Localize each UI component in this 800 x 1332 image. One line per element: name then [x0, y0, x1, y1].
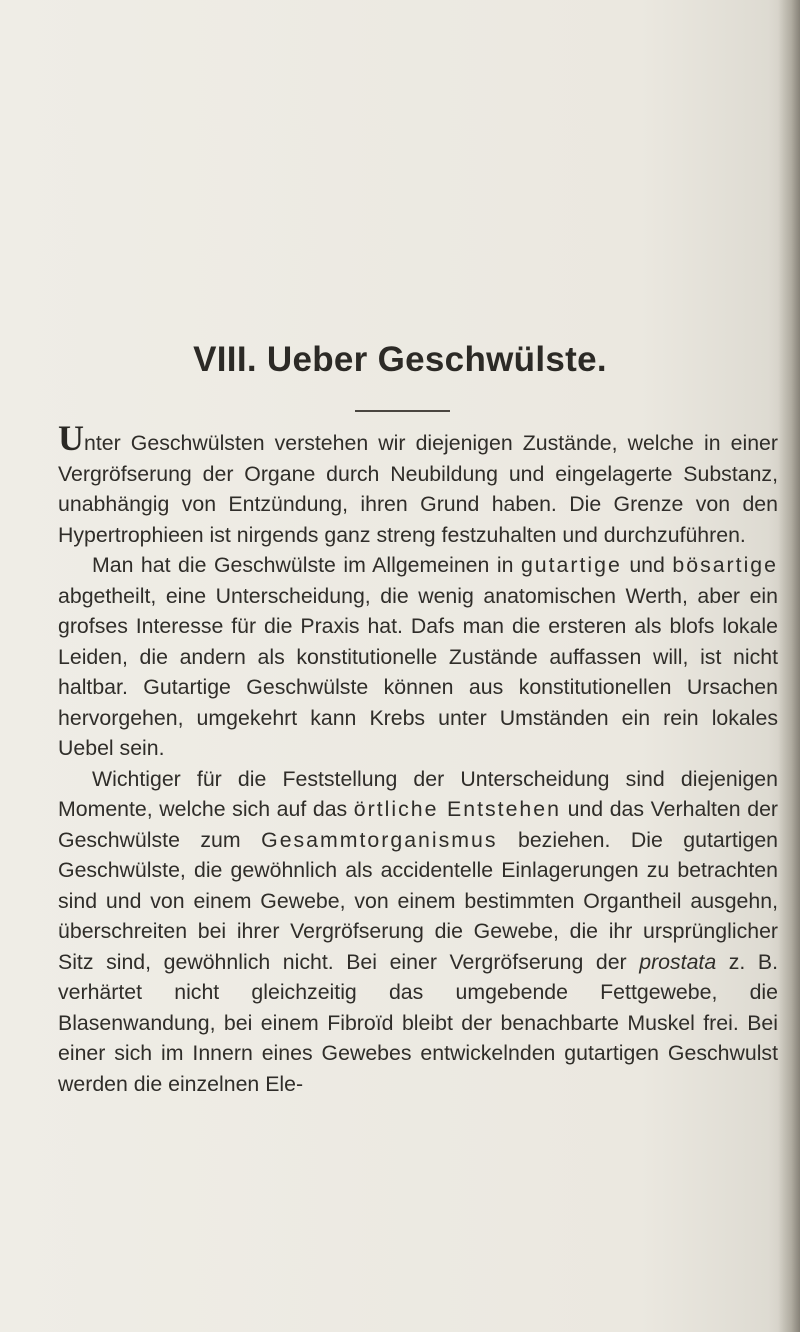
paragraph-3-text-d: z. B. verhärtet nicht gleichzeitig das umgebende Fettgewebe, die Blasenwandung, bei einem Fibroïd bleibt der benachbarte Muskel frei. Bei einer sich im Innern eines Gewebes entwickelnden gutartigen Geschwulst werden die einzelnen Ele- — [58, 949, 778, 1096]
paragraph-2-text-c: abgetheilt, eine Unterscheidung, die wenig anatomischen Werth, aber ein grofses Interesse für die Praxis hat. Dafs man die ersteren als blofs lokale Leiden, die andern als konstitutionelle Zustände auffassen will, ist nicht haltbar. Gutartige Geschwülste können aus konstitutionellen Ursachen hervorgehen, umgekehrt kann Krebs unter Umständen ein rein lokales Uebel sein. — [58, 583, 778, 760]
paragraph-3 — [58, 764, 778, 1100]
page-edge-shadow — [778, 0, 800, 1332]
paragraph-2-text-a: Man hat die Geschwülste im Allgemeinen in — [92, 553, 521, 577]
italic-prostata: prostata — [639, 949, 717, 974]
paragraph-2-text-b: und — [621, 553, 673, 577]
body-text — [58, 418, 779, 1099]
paragraph-3-text-c: beziehen. Die gutartigen Geschwülste, die gewöhnlich als accidentelle Einlagerungen zu betrachten sind und von einem Gewebe, von einem bestimmten Organtheil ausgehn, überschreiten bei ihrer Vergröfserung die Gewebe, die ihr ursprünglicher Sitz sind, gewöhnlich nicht. Bei einer Vergröfserung der — [58, 827, 779, 974]
paragraph-3-text-b: und das Verhalten der Geschwülste zum — [58, 797, 779, 852]
emphasis-gesammtorganismus: Gesammtorganismus — [261, 827, 498, 852]
paragraph-2 — [58, 550, 778, 764]
emphasis-gutartige: gutartige — [520, 553, 622, 577]
emphasis-bosartige: bösartige — [672, 553, 778, 577]
heading-rule — [355, 410, 450, 412]
drop-capital: U — [58, 418, 84, 458]
emphasis-ortliche-entstehen: örtliche Entstehen — [353, 797, 561, 821]
chapter-heading: VIII. Ueber Geschwülste. — [193, 340, 607, 379]
paragraph-3-text-a: Wichtiger für die Feststellung der Unterscheidung sind diejenigen Momente, welche sich auf das — [58, 766, 778, 821]
paragraph-1 — [58, 418, 778, 550]
paragraph-1-text: nter Geschwülsten verstehen wir diejenigen Zustände, welche in einer Vergröfserung der Organe durch Neubildung und eingelagerte Substanz, unabhängig von Entzündung, ihren Grund haben. Die Grenze von den Hypertrophieen ist nirgends ganz streng festzuhalten und durchzuführen. — [58, 431, 778, 547]
